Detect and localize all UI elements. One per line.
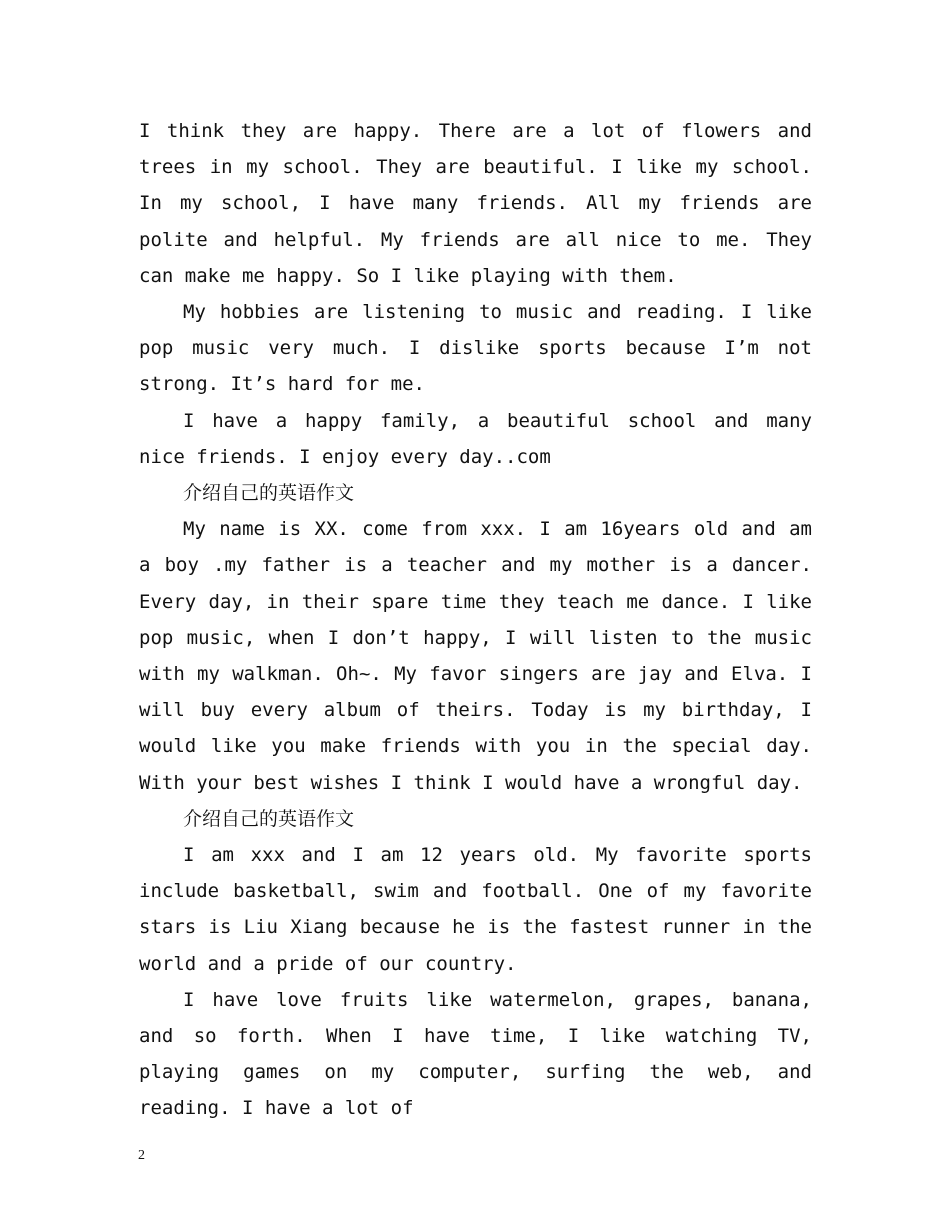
- section-heading-2: 介绍自己的英语作文: [183, 807, 355, 830]
- section-heading-1: 介绍自己的英语作文: [183, 482, 355, 505]
- paragraph-1: I think they are happy. There are a lot of flowers and trees in my school. They are beautiful. I like my school. In my school, I have many friends. All my friends are polite and helpful. My friends are all nice to me. They can make me happy. So I like playing with them.: [139, 120, 812, 287]
- paragraph-6: I have love fruits like watermelon, grapes, banana, and so forth. When I have time, I like watching TV, playing games on my computer, surfing the web, and reading. I have a lot of: [139, 988, 812, 1120]
- paragraph-5: I am xxx and I am 12 years old. My favorite sports include basketball, swim and football. One of my favorite stars is Liu Xiang because he is the fastest runner in the world and a pride of our country.: [139, 844, 812, 975]
- paragraph-2: My hobbies are listening to music and reading. I like pop music very much. I dislike sports because I’m not strong. It’s hard for me.: [139, 301, 812, 396]
- page-number: 2: [138, 1148, 145, 1163]
- document-body: [139, 113, 812, 1127]
- paragraph-3: I have a happy family, a beautiful school and many nice friends. I enjoy every day..com: [139, 409, 812, 468]
- paragraph-4: My name is XX. come from xxx. I am 16years old and am a boy .my father is a teacher and my mother is a dancer. Every day, in their spare time they teach me dance. I like pop music, when I don’t happy, I will listen to the music with my walkman. Oh~. My favor singers are jay and Elva. I will buy every album of theirs. Today is my birthday, I would like you make friends with you in the special day. With your best wishes I think I would have a wrongful day.: [139, 518, 812, 794]
